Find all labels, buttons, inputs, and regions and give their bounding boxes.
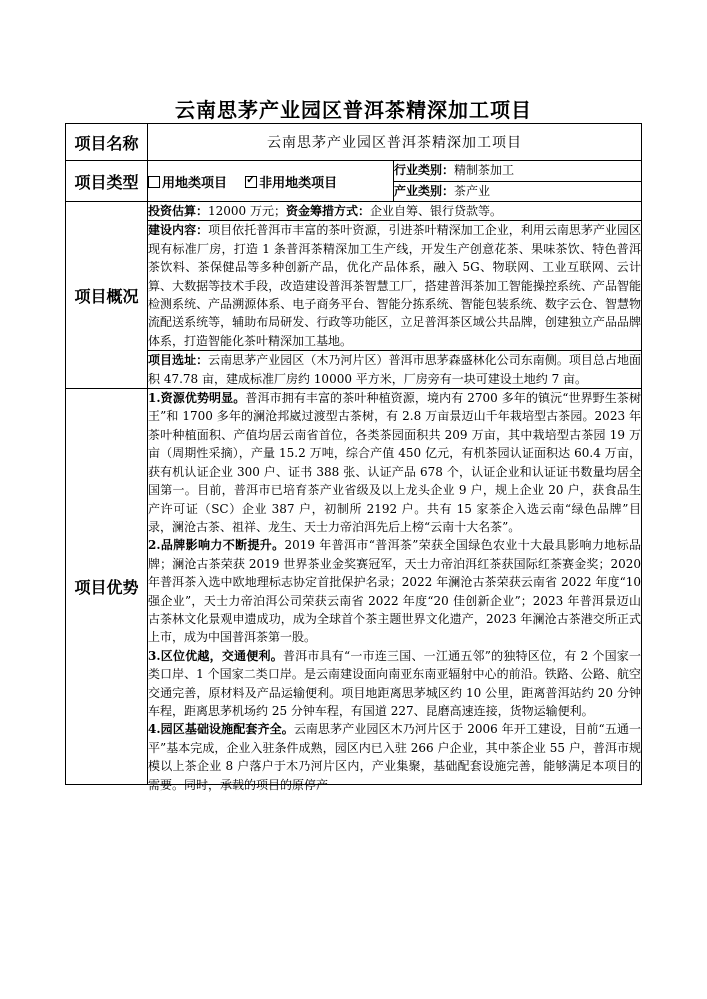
content-cell [148, 221, 642, 351]
funding-value: 企业自筹、银行贷款等。 [370, 204, 503, 218]
content-value: 项目依托普洱市丰富的茶叶资源，引进茶叶精深加工企业，利用云南思茅产业园区现有标准厂房，打造 1 条普洱茶精深加工生产线，开发生产创意花茶、果味茶饮、特色普洱茶饮料、茶保健品等多种创新产品，优化产品体系，融入 5G、物联网、工业互联网、云计算、大数据等技术手段，改造建设普洱茶智慧工厂，搭建普洱茶加工智能操控系统、产品智能检测系统、产品溯源体系、电子商务平台、智能分拣系统、智能包装系统、数字云仓、智慧物流配送系统等，辅助布局研发、行政等功能区，立足普洱茶区域公共品牌，创建独立产品品牌体系，打造智能化茶叶精深加工基地。 [148, 223, 641, 348]
advantage-heading: 2.品牌影响力不断提升。 [148, 538, 285, 553]
row-project-type [66, 161, 642, 182]
investment-cell [148, 202, 642, 221]
row-site [66, 351, 642, 389]
investment-label: 投资估算： [148, 204, 209, 218]
industry-category [394, 161, 642, 182]
site-cell [148, 351, 642, 389]
checkbox-non-land-project[interactable] [245, 176, 257, 188]
checkbox-land-project[interactable] [148, 176, 160, 188]
advantage-item [148, 720, 641, 794]
funding-label: 资金筹措方式： [286, 204, 371, 218]
page-title: 云南思茅产业园区普洱茶精深加工项目 [175, 98, 532, 122]
project-name-value: 云南思茅产业园区普洱茶精深加工项目 [148, 124, 642, 161]
content-label: 建设内容： [148, 223, 209, 238]
option-non-land-project: 非用地类项目 [259, 175, 338, 191]
advantage-text: 普洱市拥有丰富的茶叶种植资源，境内有 2700 多年的镇沅“世界野生茶树王”和 1700 多年的澜沧邦崴过渡型古茶树，有 2.8 万亩景迈山千年栽培型古茶园。2023 年茶叶种植面积、产值均居云南省首位，各类茶园面积共 209 万亩，其中栽培型古茶园 19 万亩（周期性采摘），产量 15.2 万吨，综合产值 450 亿元，有机茶园认证面积达 60.4 万亩，获有机认证企业 300 户、证书 388 张、认证产品 678 个，认证企业和认证证书数量均居全国第一。目前，普洱市已培育茶产业省级及以上龙头企业 9 户，规上企业 20 户，获食品生产许可证（SC）企业 387 户，初制所 2192 户。共有 15 家茶企入选云南“绿色品牌”目录，澜沧古茶、祖祥、龙生、天士力帝泊洱先后上榜“云南十大名茶”。 [148, 391, 641, 534]
advantage-heading: 3.区位优越，交通便利。 [148, 648, 283, 663]
industry-label: 行业类别： [394, 163, 455, 177]
advantage-item [148, 389, 641, 536]
advantage-text: 普洱市具有“一市连三国、一江通五邻”的独特区位，有 2 个国家一类口岸、1 个国家二类口岸。是云南建设面向南亚东南亚辐射中心的前沿。铁路、公路、航空交通完善，原材料及产品运输便利。项目地距离思茅城区约 10 公里，距离普洱站约 20 分钟车程，距离思茅机场约 25 分钟车程，有国道 227、昆磨高速连接，货物运输便利。 [148, 648, 642, 718]
label-overview: 项目概况 [66, 202, 148, 389]
project-type-options [148, 161, 394, 202]
label-project-type: 项目类型 [66, 161, 148, 202]
advantages-list [148, 389, 642, 792]
row-investment [66, 202, 642, 221]
advantage-item [148, 647, 641, 721]
advantage-heading: 4.园区基础设施配套齐全。 [148, 722, 294, 737]
site-label: 项目选址： [148, 353, 209, 368]
advantage-item [148, 536, 641, 646]
advantage-text: 2019 年普洱市“普洱茶”荣获全国绿色农业十大最具影响力地标品牌；澜沧古茶荣获 2019 世界茶业金奖赛冠军，天士力帝泊洱红茶获国际红茶赛金奖；2020 年普洱茶入选中欧地理标志协定首批保护名录；2022 年澜沧古茶荣获云南省 2022 年度“10 强企业”，天士力帝泊洱公司荣获云南省 2022 年度“20 佳创新企业”；2023 年普洱景迈山古茶林文化景观申遗成功，成为全球首个茶主题世界文化遗产，2023 年澜沧古茶港交所正式上市，成为中国普洱茶第一股。 [148, 538, 641, 645]
investment-value: 12000 万元； [208, 204, 287, 218]
industry-value: 精制茶加工 [454, 163, 515, 177]
sector-category [394, 181, 642, 202]
advantages-cell [148, 389, 642, 792]
label-project-name: 项目名称 [66, 124, 148, 161]
row-content [66, 221, 642, 351]
project-table [65, 123, 642, 792]
sector-value: 茶产业 [454, 183, 491, 198]
label-advantage: 项目优势 [66, 389, 148, 785]
row-advantages [66, 389, 642, 785]
row-project-name [66, 124, 642, 161]
sector-label: 产业类别： [394, 183, 455, 198]
site-value: 云南思茅产业园区（木乃河片区）普洱市思茅森盛林化公司东南侧。项目总占地面积 47.78 亩，建成标准厂房约 10000 平方米，厂房旁有一块可建设土地约 7 亩。 [148, 353, 641, 386]
option-land-project: 用地类项目 [162, 175, 228, 191]
advantage-heading: 1.资源优势明显。 [148, 391, 246, 406]
advantage-text: 云南思茅产业园区木乃河片区于 2006 年开工建设，目前“五通一平”基本完成，企业入驻条件成熟，园区内已入驻 266 户企业，其中茶企业 55 户，普洱市规模以上茶企业 8 户落户于木乃河片区内，产业集聚，基础配套设施完善，能够满足本项目的需要。同时，承载的项目的原停产 [148, 722, 641, 792]
